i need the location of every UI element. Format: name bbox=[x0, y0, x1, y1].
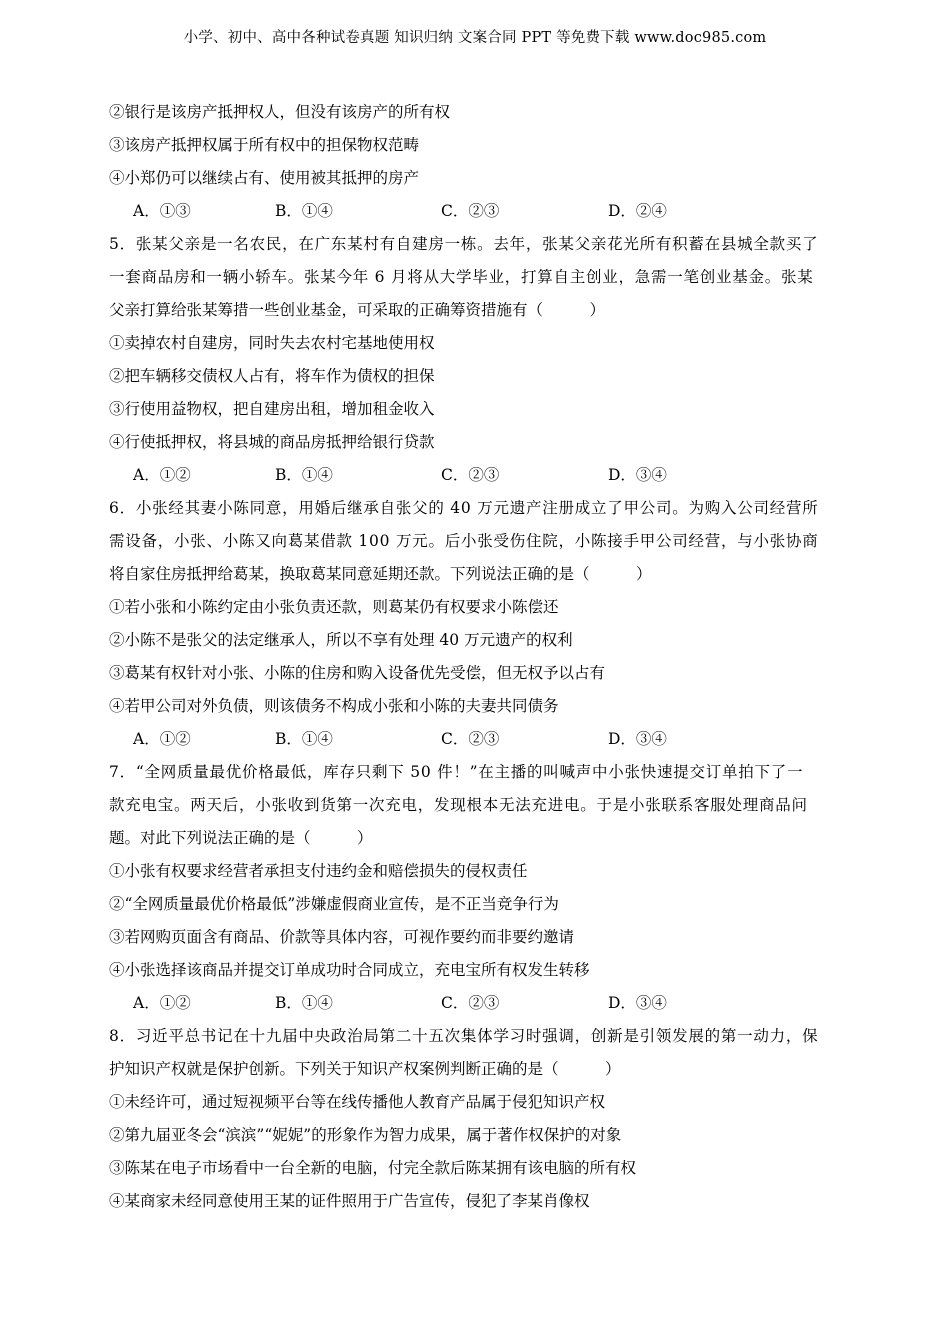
q7-options bbox=[109, 987, 844, 1020]
q4-option-c: C．②③ bbox=[441, 202, 500, 220]
q4-statement: ④小郑仍可以继续占有、使用被其抵押的房产 bbox=[109, 169, 420, 187]
q7-option-b: B．①④ bbox=[275, 994, 333, 1012]
q7-option-c: C．②③ bbox=[441, 994, 500, 1012]
q7-option-d: D．③④ bbox=[608, 994, 667, 1012]
q5-options bbox=[109, 459, 844, 492]
q6-stem: 需设备，小张、小陈又向葛某借款 100 万元。后小张受伤住院，小陈接手甲公司经营，与小张协商 bbox=[109, 532, 819, 550]
q6-options bbox=[109, 723, 844, 756]
q5-option-a: A．①② bbox=[133, 466, 191, 484]
q5-statement: ①卖掉农村自建房，同时失去农村宅基地使用权 bbox=[109, 334, 435, 352]
exam-content bbox=[109, 96, 844, 1218]
q4-option-b: B．①④ bbox=[275, 202, 333, 220]
q5-option-d: D．③④ bbox=[608, 466, 667, 484]
q5-statement: ②把车辆移交债权人占有，将车作为债权的担保 bbox=[109, 367, 435, 385]
q6-stem: 将自家住房抵押给葛某，换取葛某同意延期还款。下列说法正确的是（ ） bbox=[109, 565, 652, 583]
q7-statement: ④小张选择该商品并提交订单成功时合同成立，充电宝所有权发生转移 bbox=[109, 961, 590, 979]
q8-statement: ③陈某在电子市场看中一台全新的电脑，付完全款后陈某拥有该电脑的所有权 bbox=[109, 1159, 637, 1177]
q6-option-c: C．②③ bbox=[441, 730, 500, 748]
q6-statement: ①若小张和小陈约定由小张负责还款，则葛某仍有权要求小陈偿还 bbox=[109, 598, 559, 616]
q6-stem: 6．小张经其妻小陈同意，用婚后继承自张父的 40 万元遗产注册成立了甲公司。为购入公司经营所 bbox=[109, 499, 819, 517]
q4-option-d: D．②④ bbox=[608, 202, 667, 220]
q5-option-b: B．①④ bbox=[275, 466, 333, 484]
q8-statement: ①未经许可，通过短视频平台等在线传播他人教育产品属于侵犯知识产权 bbox=[109, 1093, 606, 1111]
q5-option-c: C．②③ bbox=[441, 466, 500, 484]
q5-statement: ③行使用益物权，把自建房出租，增加租金收入 bbox=[109, 400, 435, 418]
q4-statement: ③该房产抵押权属于所有权中的担保物权范畴 bbox=[109, 136, 420, 154]
q6-option-b: B．①④ bbox=[275, 730, 333, 748]
q5-stem: 父亲打算给张某筹措一些创业基金，可采取的正确筹资措施有（ ） bbox=[109, 301, 606, 319]
q7-statement: ②“全网质量最优价格最低”涉嫌虚假商业宣传，是不正当竞争行为 bbox=[109, 895, 559, 913]
q5-stem: 一套商品房和一辆小轿车。张某今年 6 月将从大学毕业，打算自主创业，急需一笔创业基金。张某 bbox=[109, 268, 814, 286]
q6-statement: ④若甲公司对外负债，则该债务不构成小张和小陈的夫妻共同债务 bbox=[109, 697, 559, 715]
q8-stem: 8．习近平总书记在十九届中央政治局第二十五次集体学习时强调，创新是引领发展的第一动力，保 bbox=[109, 1027, 819, 1045]
q7-statement: ①小张有权要求经营者承担支付违约金和赔偿损失的侵权责任 bbox=[109, 862, 528, 880]
q4-statement: ②银行是该房产抵押权人，但没有该房产的所有权 bbox=[109, 103, 451, 121]
q5-statement: ④行使抵押权，将县城的商品房抵押给银行贷款 bbox=[109, 433, 435, 451]
q5-stem: 5．张某父亲是一名农民，在广东某村有自建房一栋。去年，张某父亲花光所有积蓄在县城全款买了 bbox=[109, 235, 819, 253]
q7-stem: 7．“全网质量最优价格最低，库存只剩下 50 件！”在主播的叫喊声中小张快速提交订单拍下了一 bbox=[109, 763, 804, 781]
q7-option-a: A．①② bbox=[133, 994, 191, 1012]
q8-statement: ④某商家未经同意使用王某的证件照用于广告宣传，侵犯了李某肖像权 bbox=[109, 1192, 590, 1210]
q7-statement: ③若网购页面含有商品、价款等具体内容，可视作要约而非要约邀请 bbox=[109, 928, 575, 946]
q6-statement: ③葛某有权针对小张、小陈的住房和购入设备优先受偿，但无权予以占有 bbox=[109, 664, 606, 682]
q6-statement: ②小陈不是张父的法定继承人，所以不享有处理 40 万元遗产的权利 bbox=[109, 631, 573, 649]
q6-option-a: A．①② bbox=[133, 730, 191, 748]
q7-stem: 款充电宝。两天后，小张收到货第一次充电，发现根本无法充进电。于是小张联系客服处理商品问 bbox=[109, 796, 808, 814]
q4-option-a: A．①③ bbox=[133, 202, 191, 220]
q7-stem: 题。对此下列说法正确的是（ ） bbox=[109, 829, 373, 847]
q4-options bbox=[109, 195, 844, 228]
q8-stem: 护知识产权就是保护创新。下列关于知识产权案例判断正确的是（ ） bbox=[109, 1060, 621, 1078]
q6-option-d: D．③④ bbox=[608, 730, 667, 748]
page-header: 小学、初中、高中各种试卷真题 知识归纳 文案合同 PPT 等免费下载 www.doc985.com bbox=[183, 30, 767, 46]
q8-statement: ②第九届亚冬会“滨滨”“妮妮”的形象作为智力成果，属于著作权保护的对象 bbox=[109, 1126, 622, 1144]
